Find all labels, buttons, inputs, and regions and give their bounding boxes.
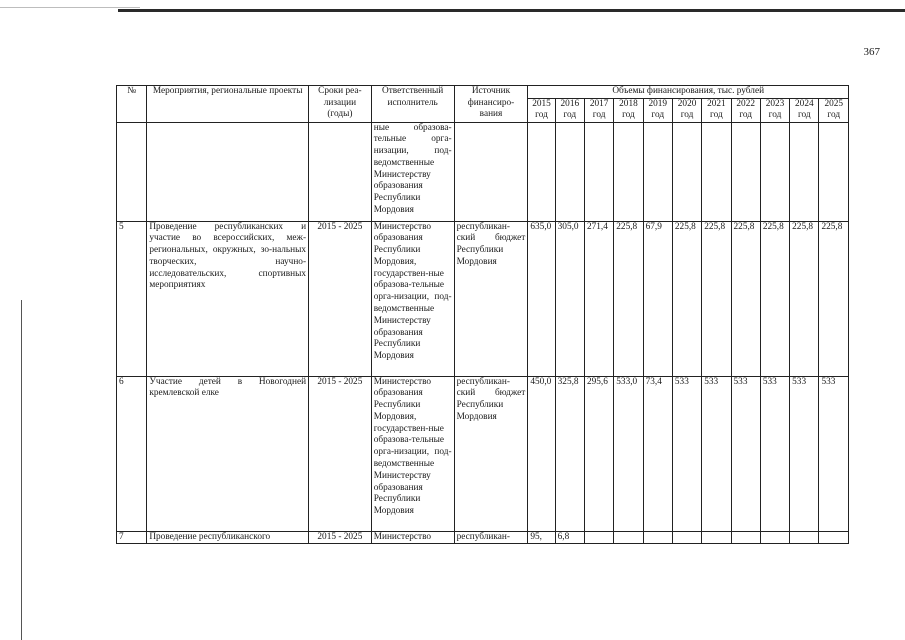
cell-value: [790, 122, 819, 221]
scan-left-border: [21, 300, 22, 640]
cell-value: 533: [672, 376, 701, 531]
cell-value: [760, 122, 789, 221]
cell-value: [643, 122, 672, 221]
cell-source: республикан-: [454, 531, 528, 544]
cell-value: 533: [731, 376, 760, 531]
cell-num: 5: [117, 221, 147, 376]
header-year: 2015 год: [528, 98, 555, 122]
cell-executor: Министерство образования Республики Мордовия, государствен-ные образова-тельные орга-низации, под-ведомственные Министерству образования Республики Мордовия: [371, 221, 454, 376]
cell-executor: Министерство: [371, 531, 454, 544]
header-source: Источник финансиро-вания: [454, 86, 528, 123]
cell-value: 225,8: [672, 221, 701, 376]
header-year: 2019 год: [643, 98, 672, 122]
cell-num: 7: [117, 531, 147, 544]
header-year: 2018 год: [614, 98, 643, 122]
cell-value: 225,8: [790, 221, 819, 376]
cell-event: Участие детей в Новогодней кремлевской елке: [147, 376, 309, 531]
scan-edge-line: [0, 7, 140, 8]
page-number: 367: [863, 46, 880, 58]
cell-period: 2015 - 2025: [309, 221, 372, 376]
cell-value: [584, 531, 613, 544]
table-row: [117, 122, 849, 221]
cell-value: 450,0: [528, 376, 555, 531]
header-year: 2024 год: [790, 98, 819, 122]
cell-value: 271,4: [584, 221, 613, 376]
cell-value: [731, 531, 760, 544]
cell-source: республикан-ский бюджет Республики Мордовия: [454, 221, 528, 376]
cell-period: 2015 - 2025: [309, 531, 372, 544]
cell-period: [309, 122, 372, 221]
cell-value: 225,8: [731, 221, 760, 376]
cell-value: 225,8: [760, 221, 789, 376]
cell-value: 67,9: [643, 221, 672, 376]
table-row: [117, 221, 849, 376]
header-year: 2016 год: [555, 98, 584, 122]
cell-value: [614, 531, 643, 544]
header-year: 2020 год: [672, 98, 701, 122]
header-row: [117, 86, 849, 99]
funding-table: [116, 85, 849, 544]
cell-value: 305,0: [555, 221, 584, 376]
cell-value: 95,: [528, 531, 555, 544]
header-year: 2025 год: [819, 98, 849, 122]
cell-executor: Министерство образования Республики Мордовия, государствен-ные образова-тельные орга-низации, под-ведомственные Министерству образования Республики Мордовия: [371, 376, 454, 531]
table-row: [117, 376, 849, 531]
cell-value: [614, 122, 643, 221]
cell-event: Проведение республиканских и участие во всероссийских, меж-региональных, окружных, зо-нальных творческих, научно-исследовательских, спортивных мероприятиях: [147, 221, 309, 376]
cell-value: [555, 122, 584, 221]
cell-event: [147, 122, 309, 221]
cell-value: 225,8: [819, 221, 849, 376]
cell-num: 6: [117, 376, 147, 531]
cell-value: 225,8: [702, 221, 731, 376]
cell-value: [760, 531, 789, 544]
header-num: №: [117, 86, 147, 123]
scan-top-border: [118, 9, 905, 12]
header-year: 2021 год: [702, 98, 731, 122]
header-event: Мероприятия, региональные проекты: [147, 86, 309, 123]
header-period: Сроки реа-лизации (годы): [309, 86, 372, 123]
cell-value: [819, 531, 849, 544]
cell-value: 533: [760, 376, 789, 531]
cell-source: республикан-ский бюджет Республики Мордовия: [454, 376, 528, 531]
cell-value: 6,8: [555, 531, 584, 544]
header-year: 2023 год: [760, 98, 789, 122]
cell-value: [731, 122, 760, 221]
cell-value: [643, 531, 672, 544]
cell-event: Проведение республиканского: [147, 531, 309, 544]
cell-value: [584, 122, 613, 221]
cell-value: 73,4: [643, 376, 672, 531]
header-executor: Ответственный исполнитель: [371, 86, 454, 123]
cell-value: 533: [819, 376, 849, 531]
cell-value: [528, 122, 555, 221]
cell-value: 533: [790, 376, 819, 531]
cell-value: [672, 531, 701, 544]
cell-value: [702, 122, 731, 221]
cell-value: 325,8: [555, 376, 584, 531]
cell-value: [819, 122, 849, 221]
cell-value: [702, 531, 731, 544]
header-funding: Объемы финансирования, тыс. рублей: [528, 86, 849, 99]
header-year: 2022 год: [731, 98, 760, 122]
cell-source: [454, 122, 528, 221]
cell-num: [117, 122, 147, 221]
cell-period: 2015 - 2025: [309, 376, 372, 531]
cell-value: [672, 122, 701, 221]
table-row: [117, 531, 849, 544]
cell-executor: ные образова-тельные орга-низации, под-ведомственные Министерству образования Республики Мордовия: [371, 122, 454, 221]
header-year: 2017 год: [584, 98, 613, 122]
cell-value: 635,0: [528, 221, 555, 376]
cell-value: [790, 531, 819, 544]
cell-value: 295,6: [584, 376, 613, 531]
cell-value: 533: [702, 376, 731, 531]
cell-value: 225,8: [614, 221, 643, 376]
cell-value: 533,0: [614, 376, 643, 531]
